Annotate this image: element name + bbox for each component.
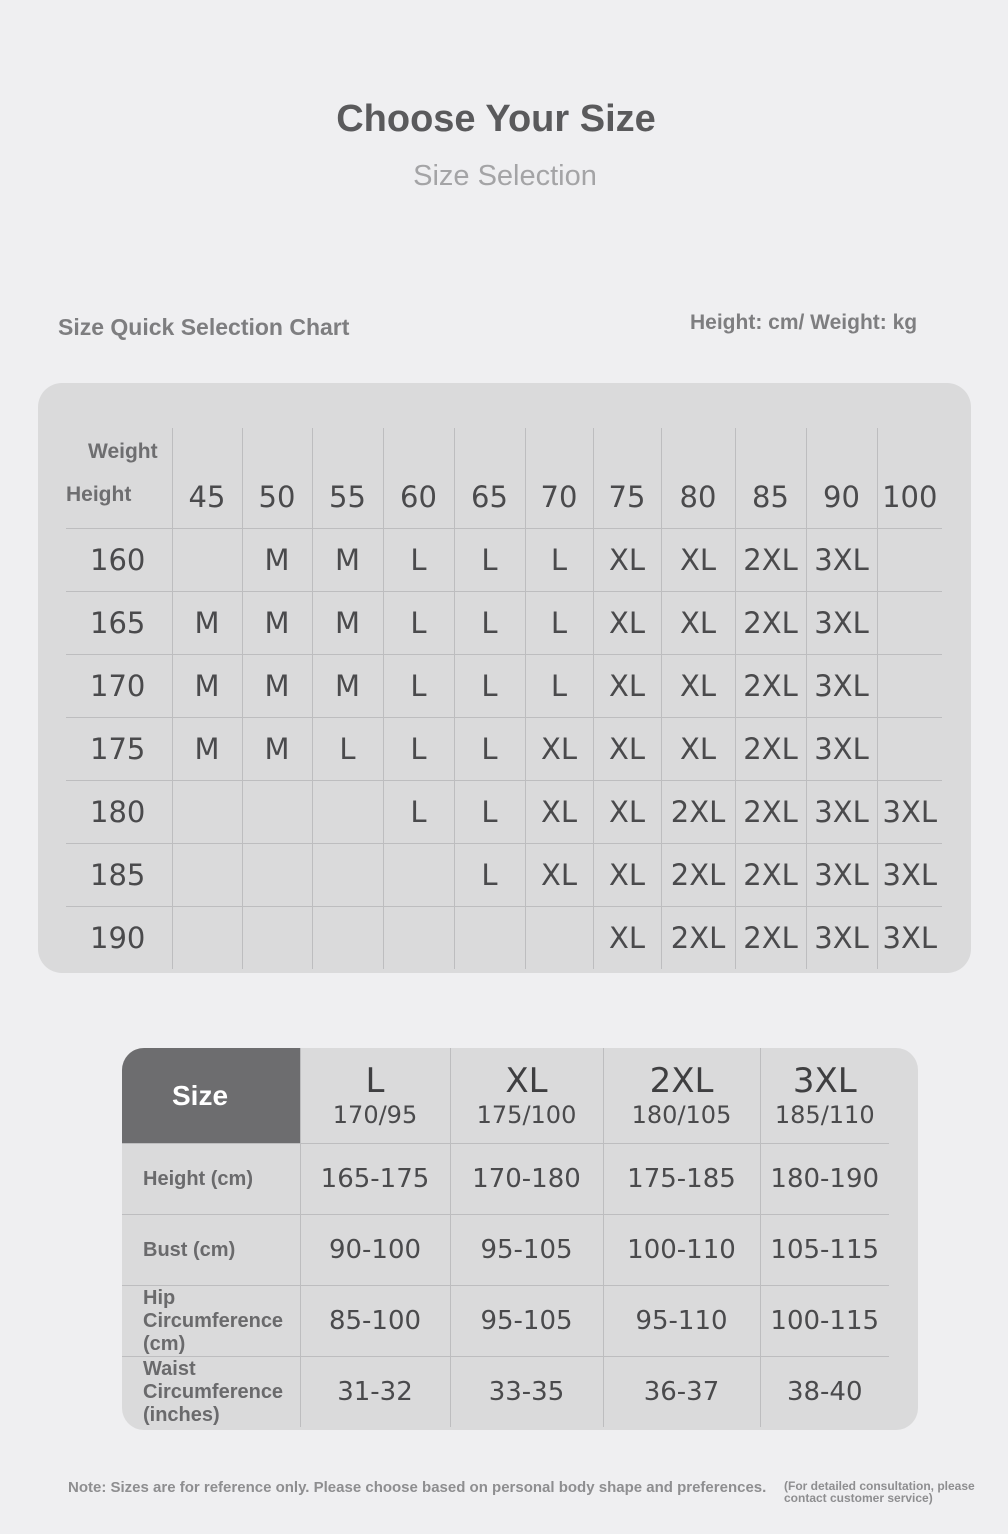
weight-header-cell: 60 xyxy=(383,428,454,529)
measurement-value: 165-175 xyxy=(300,1144,450,1215)
size-name: L xyxy=(365,1060,385,1101)
size-cell: 2XL xyxy=(735,655,806,718)
table-row xyxy=(66,781,942,844)
note-consult-text: (For detailed consultation, please contact customer service) xyxy=(784,1479,975,1505)
size-cell: L xyxy=(525,529,593,592)
size-cell xyxy=(172,907,242,970)
size-cell: XL xyxy=(593,781,661,844)
measurement-value: 100-110 xyxy=(603,1215,760,1286)
size-cell: L xyxy=(454,781,525,844)
size-header-row xyxy=(122,1048,889,1144)
units-label: Height: cm/ Weight: kg xyxy=(690,311,918,334)
size-cell: L xyxy=(454,655,525,718)
size-cell: XL xyxy=(525,781,593,844)
weight-header-cell: 70 xyxy=(525,428,593,529)
size-code: 185/110 xyxy=(774,1100,875,1129)
size-cell: XL xyxy=(661,655,735,718)
size-cell: XL xyxy=(593,655,661,718)
weight-axis-label: Weight xyxy=(88,440,158,463)
size-cell: L xyxy=(454,529,525,592)
measurement-label: Bust (cm) xyxy=(122,1215,300,1286)
size-cell: 3XL xyxy=(806,655,877,718)
size-cell: 2XL xyxy=(735,529,806,592)
table-row xyxy=(122,1144,889,1215)
size-code: 175/100 xyxy=(476,1100,577,1129)
size-cell xyxy=(172,529,242,592)
measurement-label: Waist Circumference (inches) xyxy=(122,1357,300,1428)
size-cell: L xyxy=(454,592,525,655)
size-cell: 3XL xyxy=(806,907,877,970)
table-row xyxy=(66,592,942,655)
size-cell: 3XL xyxy=(877,907,942,970)
size-column-header xyxy=(300,1048,450,1144)
table-row xyxy=(122,1357,889,1428)
size-cell: XL xyxy=(661,529,735,592)
table-row xyxy=(66,718,942,781)
size-cell xyxy=(454,907,525,970)
size-cell xyxy=(383,844,454,907)
size-cell: L xyxy=(383,592,454,655)
height-cell: 175 xyxy=(66,718,172,781)
size-name: 3XL xyxy=(792,1060,857,1101)
size-cell: M xyxy=(312,592,383,655)
size-cell: M xyxy=(242,529,312,592)
size-cell xyxy=(877,592,942,655)
size-cell xyxy=(172,781,242,844)
size-name: 2XL xyxy=(649,1060,714,1101)
height-cell: 190 xyxy=(66,907,172,970)
size-cell: 2XL xyxy=(661,907,735,970)
size-code: 180/105 xyxy=(631,1100,732,1129)
height-cell: 185 xyxy=(66,844,172,907)
measurement-value: 95-105 xyxy=(450,1286,603,1357)
size-cell xyxy=(312,907,383,970)
weight-header-cell: 100 xyxy=(877,428,942,529)
table-row xyxy=(66,529,942,592)
size-cell: 2XL xyxy=(735,781,806,844)
size-cell xyxy=(242,844,312,907)
size-cell xyxy=(877,529,942,592)
measurement-value: 33-35 xyxy=(450,1357,603,1428)
size-cell xyxy=(172,844,242,907)
size-cell xyxy=(525,907,593,970)
size-cell xyxy=(312,844,383,907)
size-code: 170/95 xyxy=(332,1100,418,1129)
measurement-value: 38-40 xyxy=(760,1357,889,1428)
size-cell: L xyxy=(454,718,525,781)
quick-chart-title: Size Quick Selection Chart xyxy=(58,314,350,340)
measurement-value: 95-105 xyxy=(450,1215,603,1286)
height-cell: 160 xyxy=(66,529,172,592)
weight-header-row xyxy=(66,428,942,529)
size-cell: 3XL xyxy=(806,529,877,592)
size-measurement-panel xyxy=(122,1048,918,1430)
measurement-value: 95-110 xyxy=(603,1286,760,1357)
size-cell: XL xyxy=(593,907,661,970)
size-cell: XL xyxy=(525,844,593,907)
measurement-value: 31-32 xyxy=(300,1357,450,1428)
table-row xyxy=(122,1215,889,1286)
size-cell: L xyxy=(312,718,383,781)
measurement-label: Hip Circumference (cm) xyxy=(122,1286,300,1357)
page-title: Choose Your Size xyxy=(336,98,656,140)
measurement-value: 100-115 xyxy=(760,1286,889,1357)
table-corner xyxy=(66,428,172,529)
table-row xyxy=(122,1286,889,1357)
weight-header-cell: 45 xyxy=(172,428,242,529)
measurement-value: 36-37 xyxy=(603,1357,760,1428)
size-cell: 3XL xyxy=(806,592,877,655)
weight-header-cell: 50 xyxy=(242,428,312,529)
size-cell: 2XL xyxy=(661,844,735,907)
size-cell xyxy=(312,781,383,844)
size-cell xyxy=(877,655,942,718)
table-row xyxy=(66,907,942,970)
size-cell xyxy=(877,718,942,781)
size-cell: XL xyxy=(661,592,735,655)
size-cell: 3XL xyxy=(877,844,942,907)
size-cell: M xyxy=(172,655,242,718)
size-cell: 2XL xyxy=(735,907,806,970)
size-cell: M xyxy=(242,655,312,718)
table-row xyxy=(66,844,942,907)
measurement-value: 170-180 xyxy=(450,1144,603,1215)
size-column-header xyxy=(603,1048,760,1144)
size-cell: 2XL xyxy=(735,718,806,781)
size-cell: M xyxy=(172,718,242,781)
size-cell: L xyxy=(525,655,593,718)
weight-header-cell: 55 xyxy=(312,428,383,529)
measurement-label: Height (cm) xyxy=(122,1144,300,1215)
size-cell: M xyxy=(242,718,312,781)
measurement-value: 105-115 xyxy=(760,1215,889,1286)
size-cell: 3XL xyxy=(806,781,877,844)
weight-header-cell: 90 xyxy=(806,428,877,529)
size-cell: L xyxy=(383,655,454,718)
size-column-header xyxy=(760,1048,889,1144)
measurement-value: 90-100 xyxy=(300,1215,450,1286)
size-cell: 3XL xyxy=(806,844,877,907)
size-cell: M xyxy=(312,529,383,592)
measurement-value: 175-185 xyxy=(603,1144,760,1215)
weight-header-cell: 80 xyxy=(661,428,735,529)
size-cell: 3XL xyxy=(806,718,877,781)
size-cell: 2XL xyxy=(661,781,735,844)
note-text: Note: Sizes are for reference only. Please choose based on personal body shape and preferences. xyxy=(68,1479,767,1496)
size-column-header xyxy=(450,1048,603,1144)
size-cell: 3XL xyxy=(877,781,942,844)
measurement-value: 180-190 xyxy=(760,1144,889,1215)
size-cell: L xyxy=(525,592,593,655)
size-cell: L xyxy=(383,718,454,781)
weight-header-cell: 75 xyxy=(593,428,661,529)
size-cell: XL xyxy=(593,718,661,781)
size-cell: 2XL xyxy=(735,844,806,907)
size-cell: M xyxy=(242,592,312,655)
size-cell: XL xyxy=(593,592,661,655)
size-cell xyxy=(242,907,312,970)
size-cell: XL xyxy=(661,718,735,781)
height-cell: 180 xyxy=(66,781,172,844)
size-name: XL xyxy=(505,1060,548,1101)
size-cell: M xyxy=(172,592,242,655)
size-cell: L xyxy=(454,844,525,907)
size-cell: 2XL xyxy=(735,592,806,655)
table-row xyxy=(66,655,942,718)
height-axis-label: Height xyxy=(66,483,132,506)
measurement-value: 85-100 xyxy=(300,1286,450,1357)
page-subtitle: Size Selection xyxy=(413,160,597,192)
size-header-cell: Size xyxy=(122,1048,300,1144)
size-cell xyxy=(242,781,312,844)
weight-header-cell: 85 xyxy=(735,428,806,529)
size-cell: XL xyxy=(593,529,661,592)
weight-header-cell: 65 xyxy=(454,428,525,529)
height-cell: 170 xyxy=(66,655,172,718)
size-cell: M xyxy=(312,655,383,718)
size-cell: XL xyxy=(525,718,593,781)
size-cell xyxy=(383,907,454,970)
height-cell: 165 xyxy=(66,592,172,655)
size-measurement-table xyxy=(122,1048,889,1427)
size-cell: XL xyxy=(593,844,661,907)
size-cell: L xyxy=(383,781,454,844)
quick-selection-table xyxy=(66,428,942,969)
size-cell: L xyxy=(383,529,454,592)
